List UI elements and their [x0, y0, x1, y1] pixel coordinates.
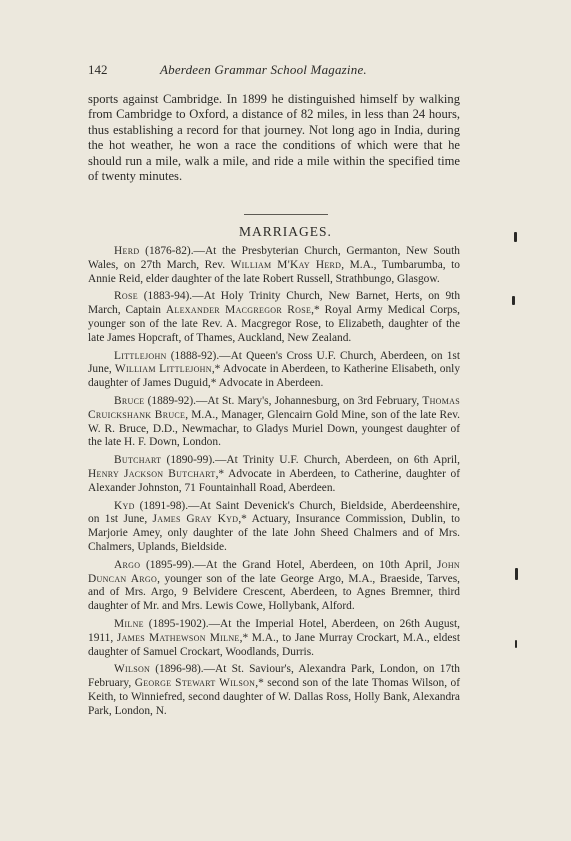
marriage-entry — [88, 245, 460, 286]
entry-text: —At St. Saviour's, Alexandra Park, London, on 17th February, — [88, 663, 460, 690]
entry-text: —At the Presbyterian Church, Germanton, New South Wales, on 27th March, Rev. — [88, 245, 460, 271]
entry-text: —At Holy Trinity Church, New Barnet, Herts, on 9th March, Captain — [88, 290, 461, 317]
entry-text: —At the Imperial Hotel, Aberdeen, on 26th August, 1911, — [88, 617, 460, 644]
marriage-entry — [88, 663, 460, 718]
entry-text: ,* Royal Army Medical Corps, younger son of the late Rev. A. Macgregor Rose, to Elizabeth, daughter of the late James Hopcraft, of Thames, Auckland, New Zealand. — [88, 304, 460, 344]
entry-years: (1891-98). — [134, 499, 189, 512]
entry-text: —At St. Mary's, Johannesburg, on 3rd February, — [196, 394, 423, 407]
marriage-entry — [88, 500, 460, 555]
marriage-entries — [88, 245, 460, 723]
entry-surname: Bruce — [114, 394, 145, 407]
marriage-entry — [88, 618, 460, 659]
margin-mark — [514, 232, 517, 242]
entry-years: (1895-1902). — [143, 617, 209, 630]
entry-surname: Littlejohn — [114, 349, 167, 362]
entry-years: (1896-98). — [150, 663, 204, 676]
intro-paragraph — [88, 92, 460, 184]
intro-text: sports against Cambridge. In 1899 he distinguished himself by walking from Cambridge to Oxford, a distance of 82 miles, in less than 24 hours, thus establishing a record for that journey. Not long ago in India, during the hot weather, he won a race the conditions of which were that he should run a mile, walk a mile, and ride a mile within the specified time of twenty minutes. — [88, 92, 460, 184]
section-title: MARRIAGES. — [239, 224, 332, 239]
entry-text: ,* M.A., to Jane Murray Crockart, M.A., eldest daughter of Samuel Crockart, Woodlands, Durris. — [88, 631, 460, 658]
entry-years: (1895-99). — [140, 558, 195, 571]
groom-name: James Mathewson Milne — [116, 631, 240, 644]
entry-surname: Butchart — [114, 454, 162, 467]
entry-text: ,* Advocate in Aberdeen, to Catherine, daughter of Alexander Johnston, 71 Fountainhall Road, Aberdeen. — [88, 467, 460, 494]
groom-name: John Duncan Argo — [88, 558, 461, 585]
entry-surname: Kyd — [114, 499, 135, 512]
entry-text: ,* Actuary, Insurance Commission, Dublin, to Marjorie Amey, only daughter of the late John Sheed Chalmers and of Mrs. Chalmers, Uplands, Bieldside. — [88, 513, 460, 553]
margin-mark — [512, 296, 515, 305]
entry-text: , M.A., Tumbarumba, to Annie Reid, elder daughter of the late Robert Russell, Strathbungo, Glasgow. — [88, 258, 460, 285]
groom-name: William Littlejohn — [114, 363, 212, 376]
entry-text: —At Trinity U.F. Church, Aberdeen, on 6th April, — [214, 454, 461, 467]
entry-text: ,* Advocate in Aberdeen, to Katherine Elisabeth, only daughter of James Duguid,* Advocate in Aberdeen. — [88, 363, 461, 390]
entry-years: (1890-99). — [161, 454, 215, 467]
entry-text: , younger son of the late George Argo, M.A., Braeside, Tarves, and of Mrs. Argo, 9 Belvidere Crescent, Aberdeen, to Agnes Bremner, third daughter of Mr. and Mrs. Lewis Cowe, Hollybank, Alford. — [88, 572, 460, 613]
marriage-entry — [88, 395, 460, 450]
entry-surname: Milne — [114, 617, 144, 630]
groom-name: Thomas Cruickshank Bruce — [88, 394, 460, 421]
marriage-entry — [88, 559, 460, 614]
groom-name: George Stewart Wilson — [134, 677, 256, 690]
marriage-entry — [88, 290, 460, 345]
entry-years: (1889-92). — [144, 394, 196, 407]
entry-text: —At the Grand Hotel, Aberdeen, on 10th April, — [194, 558, 438, 571]
margin-mark — [515, 640, 517, 648]
groom-name: James Gray Kyd — [152, 513, 239, 526]
entry-text: , M.A., Manager, Glencairn Gold Mine, son of the late Rev. W. R. Bruce, D.D., Newmachar, to Gladys Muriel Down, youngest daughter of the late H. F. Down, London. — [88, 408, 460, 449]
entry-surname: Herd — [114, 245, 140, 257]
entry-text: —At Queen's Cross U.F. Church, Aberdeen, on 1st June, — [88, 349, 460, 376]
margin-mark — [515, 568, 518, 580]
entry-years: (1883-94). — [137, 290, 193, 303]
page-header — [88, 62, 460, 80]
marriage-entry — [88, 454, 460, 495]
entry-years: (1876-82). — [139, 245, 194, 257]
page-number: 142 — [88, 62, 108, 77]
entry-text: —At Saint Devenick's Church, Bieldside, Aberdeenshire, on 1st June, — [88, 499, 461, 526]
groom-name: William M'Kay Herd — [230, 258, 342, 271]
groom-name: Henry Jackson Butchart — [88, 467, 216, 480]
entry-years: (1888-92). — [166, 349, 220, 362]
entry-surname: Rose — [114, 290, 138, 303]
marriage-entry — [88, 350, 460, 391]
entry-surname: Argo — [114, 558, 141, 571]
entry-surname: Wilson — [114, 663, 151, 676]
running-head: Aberdeen Grammar School Magazine. — [160, 62, 367, 77]
section-divider — [244, 214, 328, 215]
entry-text: ,* second son of the late Thomas Wilson, of Keith, to Winniefred, second daughter of W. Dallas Ross, Holly Bank, Alexandra Park, London, N. — [88, 677, 461, 717]
groom-name: Alexander Macgregor Rose — [165, 304, 312, 317]
